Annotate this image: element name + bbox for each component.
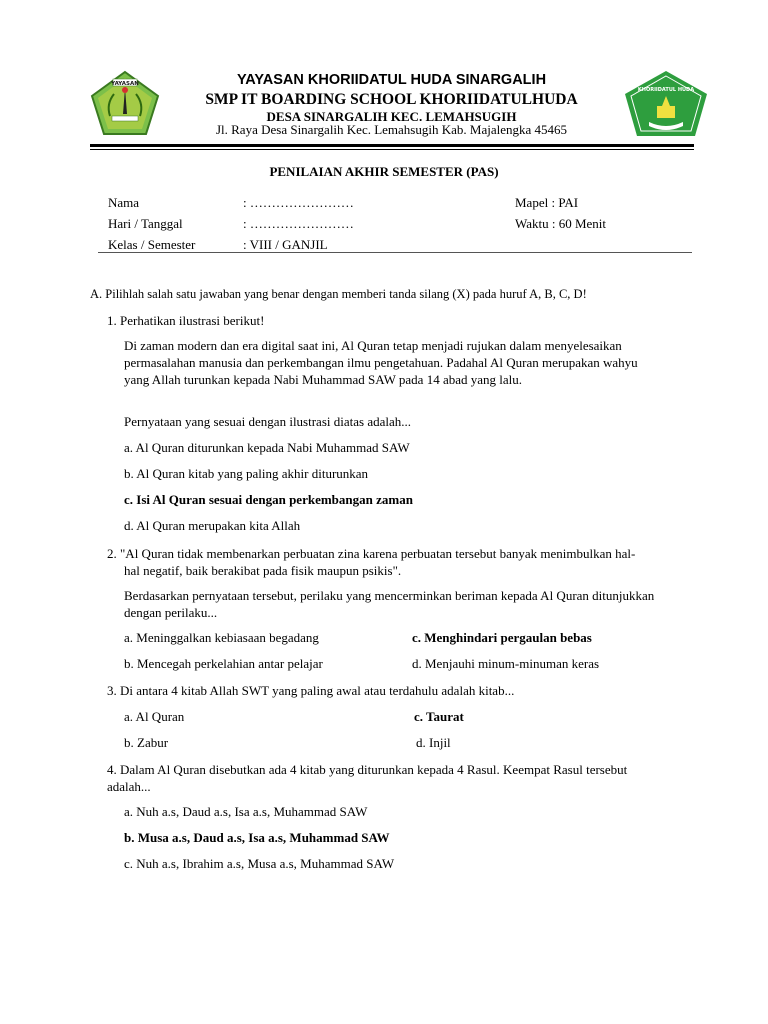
question-1-option-d: d. Al Quran merupakan kita Allah xyxy=(124,518,301,533)
instruction: A. Pilihlah salah satu jawaban yang benar dengan memberi tanda silang (X) pada huruf A, B, C, D! xyxy=(90,287,587,301)
exam-title: PENILAIAN AKHIR SEMESTER (PAS) xyxy=(269,164,499,179)
kelas-label: Kelas / Semester xyxy=(108,237,196,252)
question-2-option-d: d. Menjauhi minum-minuman keras xyxy=(412,656,600,671)
question-3-prompt: 3. Di antara 4 kitab Allah SWT yang paling awal atau terdahulu adalah kitab... xyxy=(107,683,515,698)
hari-value: : …………………… xyxy=(243,216,354,231)
question-2-text: Berdasarkan pernyataan tersebut, perilaku yang mencerminkan beriman kepada Al Quran ditunjukkan dengan perilaku... xyxy=(124,588,655,620)
hari-label: Hari / Tanggal xyxy=(108,216,183,231)
logo-left-text: YAYASAN xyxy=(111,81,139,87)
question-4-option-c: c. Nuh a.s, Ibrahim a.s, Musa a.s, Muhammad SAW xyxy=(124,856,395,871)
question-1-passage: Di zaman modern dan era digital saat ini, Al Quran tetap menjadi rujukan dalam menyelesaikan permasalahan manusia dan perkembangan ilmu pengetahuan. Padahal Al Quran merupakan wahyu yang Allah turunkan kepada Nabi Muhammad SAW pada 14 abad yang lalu. xyxy=(124,338,638,387)
mapel-info: Mapel : PAI xyxy=(515,195,579,210)
question-1-prompt: 1. Perhatikan ilustrasi berikut! xyxy=(107,313,265,328)
question-1-option-a: a. Al Quran diturunkan kepada Nabi Muhammad SAW xyxy=(124,440,410,455)
question-2-prompt: 2. "Al Quran tidak membenarkan perbuatan zina karena perbuatan tersebut banyak menimbulkan hal-hal negatif, baik berakibat pada fisik maupun psikis". xyxy=(107,546,636,578)
question-3-option-a: a. Al Quran xyxy=(124,709,185,724)
yayasan-logo xyxy=(90,70,160,136)
question-2-option-c: c. Menghindari pergaulan bebas xyxy=(412,630,592,645)
logo-right-text: KHORIIDATUL HUDA xyxy=(637,87,695,93)
question-3-option-d: d. Injil xyxy=(416,735,451,750)
question-1-option-c: c. Isi Al Quran sesuai dengan perkembangan zaman xyxy=(124,492,413,507)
question-1-option-b: b. Al Quran kitab yang paling akhir diturunkan xyxy=(124,466,369,481)
question-4-option-a: a. Nuh a.s, Daud a.s, Isa a.s, Muhammad SAW xyxy=(124,804,368,819)
header-rule-thick xyxy=(90,144,694,147)
kelas-value: : VIII / GANJIL xyxy=(243,237,328,252)
nama-label: Nama xyxy=(108,195,140,210)
nama-value: : …………………… xyxy=(243,195,354,210)
question-2-option-b: b. Mencegah perkelahian antar pelajar xyxy=(124,656,323,671)
question-2-option-a: a. Meninggalkan kebiasaan begadang xyxy=(124,630,319,645)
question-4-option-b: b. Musa a.s, Daud a.s, Isa a.s, Muhammad SAW xyxy=(124,830,390,845)
question-1-text: Pernyataan yang sesuai dengan ilustrasi diatas adalah... xyxy=(124,414,411,429)
waktu-info: Waktu : 60 Menit xyxy=(515,216,607,231)
identity-rule xyxy=(98,252,692,253)
question-4-prompt: 4. Dalam Al Quran disebutkan ada 4 kitab yang diturunkan kepada 4 Rasul. Keempat Rasul tersebut adalah... xyxy=(107,762,628,794)
header-rule-thin xyxy=(90,149,694,150)
question-3-option-b: b. Zabur xyxy=(124,735,169,750)
khoriidatul-huda-logo xyxy=(623,70,709,138)
school-name: SMP IT BOARDING SCHOOL KHORIIDATULHUDA xyxy=(205,91,578,108)
question-3-option-c: c. Taurat xyxy=(414,709,464,724)
village-line: DESA SINARGALIH KEC. LEMAHSUGIH xyxy=(266,109,517,124)
address-line: Jl. Raya Desa Sinargalih Kec. Lemahsugih Kab. Majalengka 45465 xyxy=(215,122,568,137)
foundation-name: YAYASAN KHORIIDATUL HUDA SINARGALIH xyxy=(236,72,547,88)
